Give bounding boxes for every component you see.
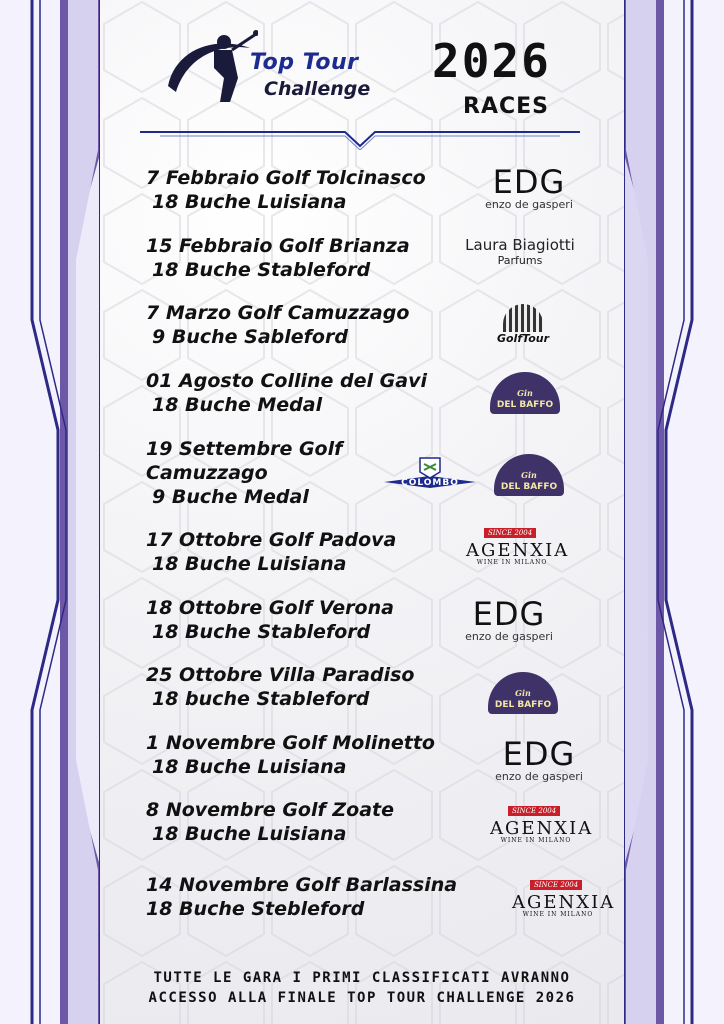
colombo-logo [384,456,476,494]
race-format: 18 Buche Luisiana [152,756,347,778]
agenxia-mark [466,529,570,566]
race-format: 18 Buche Luisiana [152,191,347,213]
race-entry [146,873,457,921]
race-entry [146,596,394,644]
race-date-venue: 19 Settembre Golf [146,438,343,460]
race-format: 18 Buche Medal [152,394,323,416]
race-entry [146,437,342,509]
races-heading: RACES [463,94,549,119]
agenxia-logo [512,881,616,918]
race-format: 18 Buche Stableford [152,259,371,281]
golf-tour-text: GolfTour [496,332,550,345]
colombo-shield-icon [384,456,476,494]
race-format: 18 Buche Luisiana [152,823,347,845]
edg-mark: EDG [502,735,576,773]
baffo-name: DEL BAFFO [500,482,558,492]
hexagon-pattern [100,0,624,1024]
race-entry [146,731,435,779]
edg-logo [494,735,584,783]
baffo-name: DEL BAFFO [496,400,554,410]
edg-subtitle: enzo de gasperi [495,770,583,783]
race-date-venue: 15 Febbraio Golf Brianza [146,235,410,257]
agenxia-name: AGENXIA [490,818,594,839]
colombo-name: COLOMBO [401,478,459,488]
race-date-venue: 8 Novembre Golf Zoate [146,799,394,821]
logo-title: Top Tour [250,50,359,75]
gin-del-baffo-badge [494,454,564,496]
golf-tour-logo [478,304,568,345]
agenxia-mark [512,881,616,918]
race-entry [146,234,410,282]
baffo-name: DEL BAFFO [494,700,552,710]
golf-ball-icon [503,304,543,332]
agenxia-tagline: WINE IN MILANO [522,911,594,918]
agenxia-since: SINCE 2004 [484,528,536,538]
edg-subtitle: enzo de gasperi [485,198,573,211]
race-entry [146,528,396,576]
edg-mark: EDG [472,595,546,633]
gin-del-baffo-badge [490,372,560,414]
footer-line-1: TUTTE LE GARA I PRIMI CLASSIFICATI AVRANNO [153,970,571,986]
race-venue-cont: Camuzzago [146,462,268,484]
header-divider [140,126,580,150]
gin-del-baffo-logo [494,454,564,496]
race-date-venue: 1 Novembre Golf Molinetto [146,732,435,754]
agenxia-logo [490,807,594,844]
race-entry [146,798,394,846]
agenxia-name: AGENXIA [466,540,570,561]
race-date-venue: 17 Ottobre Golf Padova [146,529,397,551]
race-entry [146,369,427,417]
year-heading: 2026 [432,34,551,88]
edg-mark: EDG [492,163,566,201]
lb-subtitle: Parfums [497,254,543,267]
agenxia-since: SINCE 2004 [530,880,582,890]
race-date-venue: 01 Agosto Colline del Gavi [146,370,427,392]
footer-line-2: ACCESSO ALLA FINALE TOP TOUR CHALLENGE 2026 [148,990,576,1006]
edg-logo [484,163,574,211]
agenxia-tagline: WINE IN MILANO [476,559,548,566]
edg-subtitle: enzo de gasperi [465,630,553,643]
race-format: 18 buche Stableford [152,688,370,710]
agenxia-since: SINCE 2004 [508,806,560,816]
logo-subtitle: Challenge [264,78,371,100]
edg-logo [464,595,554,643]
baffo-gin: Gin [515,688,531,698]
gin-del-baffo-badge [488,672,558,714]
agenxia-logo [466,529,570,566]
golfer-icon [158,28,258,108]
gin-del-baffo-logo [490,372,560,414]
race-entry [146,663,414,711]
race-format: 18 Buche Stableford [152,621,371,643]
race-date-venue: 7 Febbraio Golf Tolcinasco [146,167,426,189]
gin-del-baffo-logo [488,672,558,714]
race-entry [146,166,426,214]
top-tour-logo [158,28,398,110]
baffo-gin: Gin [521,470,537,480]
agenxia-name: AGENXIA [512,892,616,913]
baffo-gin: Gin [517,388,533,398]
laura-biagiotti-logo [462,236,578,267]
race-date-venue: 18 Ottobre Golf Verona [146,597,394,619]
race-format: 18 Buche Luisiana [152,553,347,575]
race-date-venue: 25 Ottobre Villa Paradiso [146,664,415,686]
agenxia-mark [490,807,594,844]
race-entry [146,301,409,349]
race-format: 18 Buche Stebleford [146,898,365,920]
lb-name: Laura Biagiotti [465,236,575,254]
race-date-venue: 7 Marzo Golf Camuzzago [146,302,410,324]
race-format: 9 Buche Sableford [152,326,348,348]
race-date-venue: 14 Novembre Golf Barlassina [146,874,458,896]
agenxia-tagline: WINE IN MILANO [500,837,572,844]
race-format: 9 Buche Medal [152,486,309,508]
